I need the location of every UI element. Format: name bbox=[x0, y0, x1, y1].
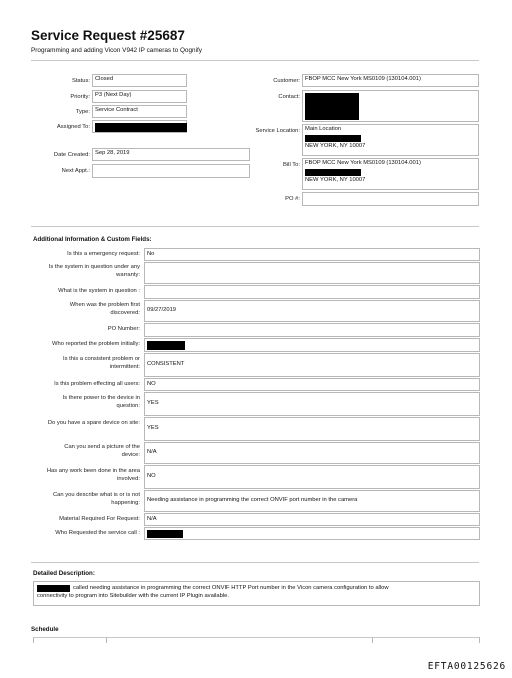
row-label: Who reported the problem initially: bbox=[52, 341, 140, 347]
table-row bbox=[33, 323, 480, 337]
table-row bbox=[33, 465, 480, 489]
table-row bbox=[33, 527, 480, 540]
row-label: Is the system in question under any warranty: bbox=[48, 264, 140, 278]
row-value: NO bbox=[144, 378, 480, 391]
schedule-col-divider bbox=[33, 637, 34, 643]
row-label: PO Number: bbox=[107, 326, 140, 332]
bill-to-redaction bbox=[305, 169, 361, 176]
row-label: Is there power to the device in question: bbox=[62, 395, 140, 409]
table-row bbox=[33, 262, 480, 284]
table-row bbox=[33, 378, 480, 391]
date-created-label: Date Created: bbox=[53, 152, 90, 158]
requester-redaction bbox=[147, 530, 183, 538]
row-value: N/A bbox=[144, 442, 480, 464]
bill-to-value bbox=[302, 158, 479, 190]
table-row bbox=[33, 353, 480, 377]
detailed-line-1 bbox=[37, 584, 476, 592]
row-label: Is this a emergency request: bbox=[67, 251, 140, 257]
next-appt-label: Next Appt.: bbox=[61, 168, 90, 174]
row-value: N/A bbox=[144, 513, 480, 526]
page-title: Service Request #25687 bbox=[31, 28, 185, 43]
bill-to-label: Bill To: bbox=[283, 162, 300, 168]
schedule-col-divider bbox=[106, 637, 107, 643]
section-divider-1 bbox=[31, 226, 479, 227]
row-label: Can you send a picture of the device: bbox=[64, 444, 140, 458]
service-location-label: Service Location: bbox=[255, 128, 300, 134]
row-label: Is this a consistent problem or intermittent: bbox=[62, 356, 140, 370]
service-location-line1: Main Location bbox=[305, 126, 342, 132]
row-value: CONSISTENT bbox=[144, 353, 480, 377]
row-label: What is the system in question : bbox=[58, 288, 140, 294]
table-row bbox=[33, 248, 480, 261]
status-label: Status: bbox=[71, 78, 90, 84]
row-value bbox=[144, 527, 480, 540]
assigned-to-value bbox=[92, 120, 187, 133]
row-value: YES bbox=[144, 392, 480, 416]
customer-label: Customer: bbox=[273, 78, 300, 84]
po-value bbox=[302, 192, 479, 206]
table-row bbox=[33, 442, 480, 464]
assigned-to-label: Assigned To: bbox=[56, 124, 90, 130]
additional-info-heading: Additional Information & Custom Fields: bbox=[33, 236, 152, 243]
status-value: Closed bbox=[92, 74, 187, 87]
priority-value: P3 (Next Day) bbox=[92, 90, 187, 103]
row-value bbox=[144, 338, 480, 352]
document-id: EFTA00125626 bbox=[427, 661, 506, 672]
row-value bbox=[144, 323, 480, 337]
contact-value bbox=[302, 90, 479, 122]
table-row bbox=[33, 338, 480, 352]
priority-label: Priority: bbox=[70, 94, 90, 100]
po-label: PO #: bbox=[285, 196, 300, 202]
next-appt-value bbox=[92, 164, 250, 178]
caller-redaction bbox=[37, 585, 70, 592]
row-value bbox=[144, 262, 480, 284]
customer-value: FBOP MCC New York MS0109 (130104.001) bbox=[302, 74, 479, 87]
assigned-to-redaction bbox=[95, 123, 187, 132]
row-value bbox=[144, 285, 480, 299]
row-value: No bbox=[144, 248, 480, 261]
table-row bbox=[33, 417, 480, 441]
table-row bbox=[33, 285, 480, 299]
row-value: 09/27/2019 bbox=[144, 300, 480, 322]
table-row bbox=[33, 392, 480, 416]
service-location-redaction bbox=[305, 135, 361, 142]
reporter-redaction bbox=[147, 341, 185, 350]
page-subtitle: Programming and adding Vicon V942 IP cameras to Qognify bbox=[31, 47, 202, 54]
detailed-text-1: called needing assistance in programming the correct ONVIF HTTP Port number in the Vicon camera configuration to allow bbox=[73, 585, 389, 591]
service-location-value bbox=[302, 124, 479, 156]
row-label: Material Required For Request: bbox=[59, 516, 140, 522]
contact-label: Contact: bbox=[278, 94, 300, 100]
detailed-text-2: connectivity to program into Sitebuilder with the current IP Plugin available. bbox=[37, 593, 229, 599]
header-divider bbox=[31, 60, 479, 61]
row-value: YES bbox=[144, 417, 480, 441]
row-label: Has any work been done in the area involved: bbox=[46, 468, 140, 482]
date-created-value: Sep 28, 2019 bbox=[92, 148, 250, 161]
section-divider-2 bbox=[31, 562, 479, 563]
schedule-col-divider bbox=[372, 637, 373, 643]
detailed-description-heading: Detailed Description: bbox=[33, 570, 95, 577]
contact-redaction bbox=[305, 93, 359, 120]
row-value: NO bbox=[144, 465, 480, 489]
bill-to-line1: FBOP MCC New York MS0109 (130104.001) bbox=[305, 160, 421, 166]
row-label: Can you describe what is or is not happening: bbox=[53, 492, 140, 506]
row-value: Needing assistance in programming the correct ONVIF port number in the camera bbox=[144, 490, 480, 512]
service-location-line3: NEW YORK, NY 10007 bbox=[305, 142, 366, 149]
schedule-top-border bbox=[33, 637, 480, 638]
row-label: Who Requested the service call : bbox=[55, 530, 140, 536]
table-row bbox=[33, 300, 480, 322]
schedule-col-divider bbox=[479, 637, 480, 643]
type-label: Type: bbox=[75, 109, 90, 115]
row-label: Do you have a spare device on site: bbox=[47, 420, 140, 426]
table-row bbox=[33, 490, 480, 512]
bill-to-line3: NEW YORK, NY 10007 bbox=[305, 176, 366, 183]
type-value: Service Contract bbox=[92, 105, 187, 118]
row-label: When was the problem first discovered: bbox=[69, 302, 140, 316]
detailed-description-box bbox=[33, 581, 480, 606]
table-row bbox=[33, 513, 480, 526]
row-label: Is this problem effecting all users: bbox=[54, 381, 140, 387]
schedule-heading: Schedule bbox=[31, 626, 59, 633]
